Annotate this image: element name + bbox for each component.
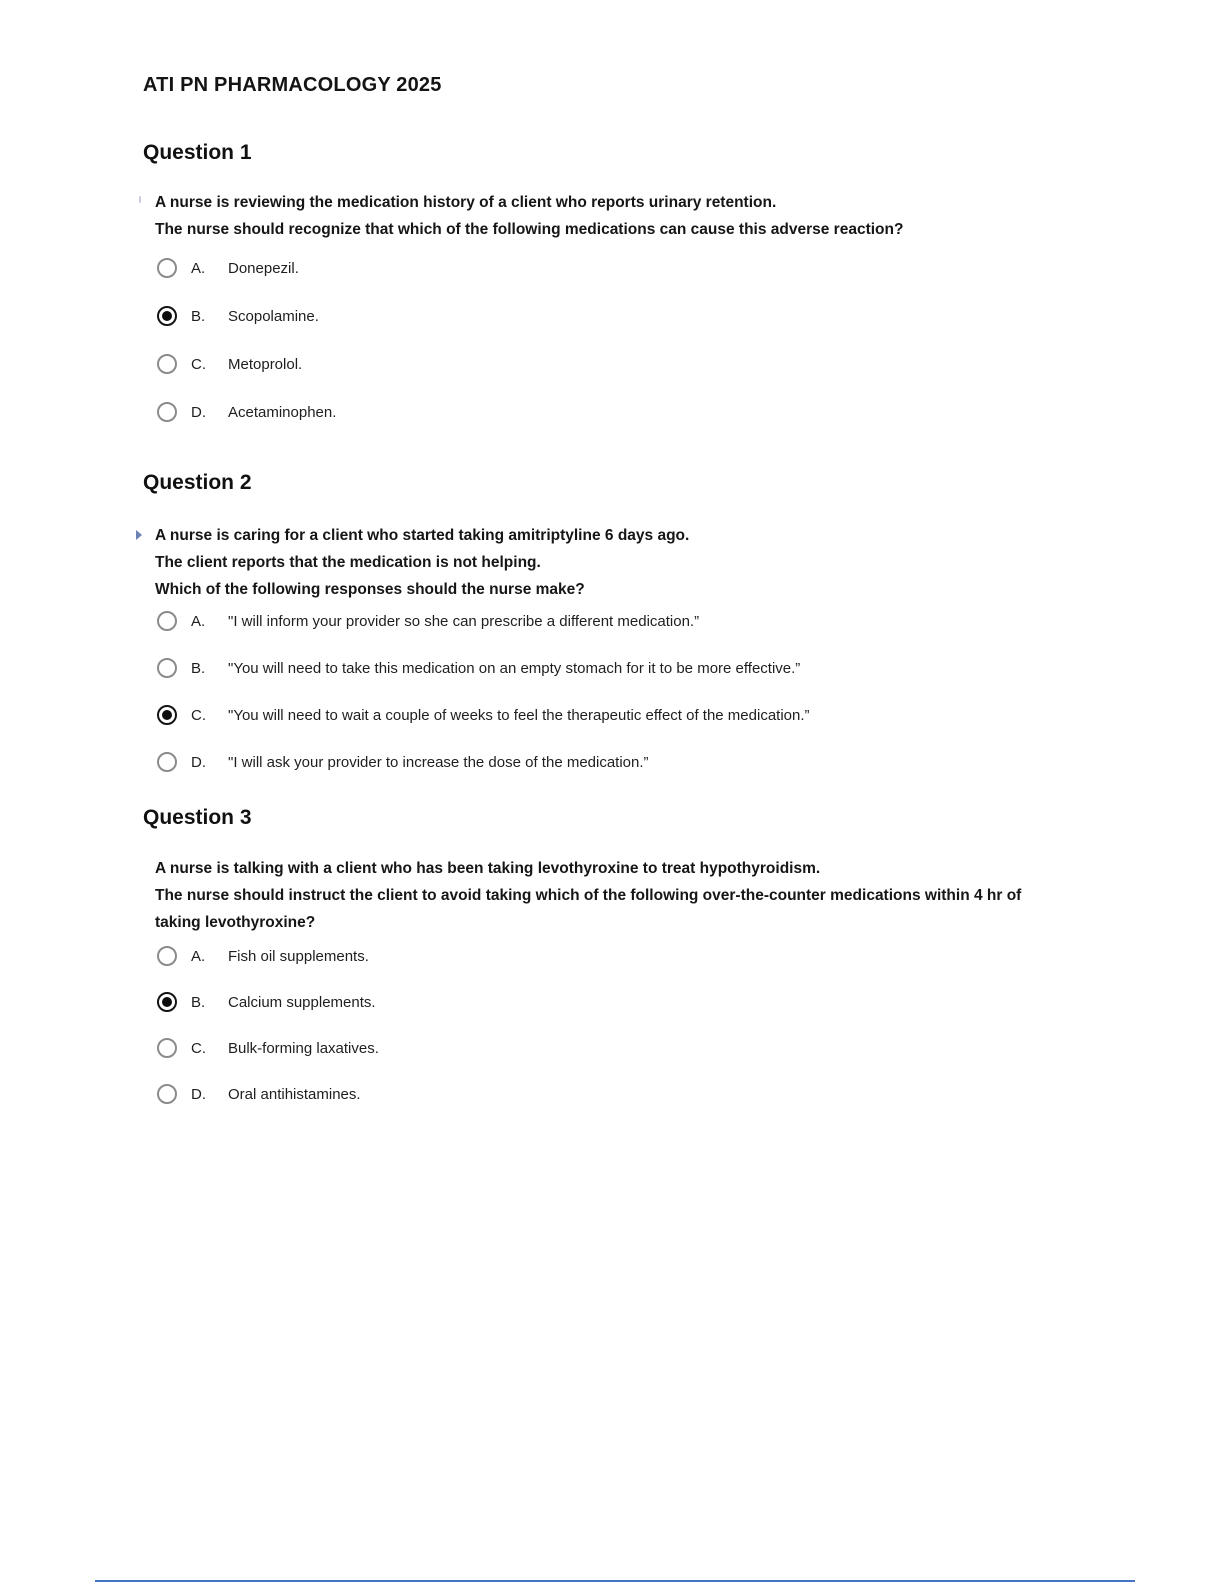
option-text: Calcium supplements. <box>228 993 376 1011</box>
option-text: Oral antihistamines. <box>228 1085 361 1103</box>
radio-button[interactable] <box>157 611 177 631</box>
radio-button[interactable] <box>157 306 177 326</box>
option-letter: C. <box>191 1039 206 1057</box>
question-3-header: Question 3 <box>143 806 252 829</box>
option-letter: B. <box>191 307 206 325</box>
stem-line: A nurse is reviewing the medication history of a client who reports urinary retention. <box>155 194 777 211</box>
answer-option-c[interactable] <box>157 704 1117 726</box>
answer-option-a[interactable] <box>157 610 1117 632</box>
option-text: Bulk-forming laxatives. <box>228 1039 379 1057</box>
stem-line: The nurse should recognize that which of the following medications can cause this adverse reaction? <box>155 221 904 238</box>
option-text: Metoprolol. <box>228 355 303 373</box>
question-1-section <box>143 141 1143 421</box>
caret-right-bullet-icon <box>136 530 142 540</box>
stem-line: The client reports that the medication is not helping. <box>155 554 541 571</box>
radio-button[interactable] <box>157 1038 177 1058</box>
option-text: Scopolamine. <box>228 307 319 325</box>
option-letter: D. <box>191 403 206 421</box>
question-3-options <box>157 945 1117 1129</box>
question-2-header: Question 2 <box>143 471 252 494</box>
radio-button[interactable] <box>157 658 177 678</box>
option-text: Fish oil supplements. <box>228 947 369 965</box>
question-1-options <box>157 257 1117 449</box>
answer-option-d[interactable] <box>157 1083 1117 1105</box>
question-1-stem <box>155 189 1095 243</box>
radio-button[interactable] <box>157 1084 177 1104</box>
option-text: "You will need to wait a couple of weeks to feel the therapeutic effect of the medication.” <box>228 706 810 724</box>
radio-button[interactable] <box>157 258 177 278</box>
radio-button[interactable] <box>157 992 177 1012</box>
answer-option-b[interactable] <box>157 305 1117 327</box>
answer-option-b[interactable] <box>157 657 1117 679</box>
radio-button[interactable] <box>157 705 177 725</box>
answer-option-c[interactable] <box>157 1037 1117 1059</box>
stem-line: Which of the following responses should the nurse make? <box>155 581 585 598</box>
option-letter: B. <box>191 659 206 677</box>
stem-line: taking levothyroxine? <box>155 914 316 931</box>
stem-line: A nurse is caring for a client who started taking amitriptyline 6 days ago. <box>155 527 690 544</box>
answer-option-c[interactable] <box>157 353 1117 375</box>
radio-button[interactable] <box>157 354 177 374</box>
answer-option-a[interactable] <box>157 257 1117 279</box>
radio-button[interactable] <box>157 946 177 966</box>
question-2-stem <box>155 522 1095 603</box>
page-title: ATI PN PHARMACOLOGY 2025 <box>143 74 442 96</box>
answer-option-d[interactable] <box>157 751 1117 773</box>
answer-option-a[interactable] <box>157 945 1117 967</box>
footer-rule <box>95 1580 1135 1582</box>
question-2-options <box>157 610 1117 798</box>
question-1-header: Question 1 <box>143 141 252 164</box>
radio-button[interactable] <box>157 402 177 422</box>
stem-line: The nurse should instruct the client to avoid taking which of the following over-the-counter medications within 4 hr of <box>155 887 1022 904</box>
option-letter: A. <box>191 612 206 630</box>
radio-button[interactable] <box>157 752 177 772</box>
option-letter: D. <box>191 753 206 771</box>
question-3-section <box>143 806 1143 1103</box>
option-letter: B. <box>191 993 206 1011</box>
option-letter: C. <box>191 355 206 373</box>
option-text: "I will inform your provider so she can prescribe a different medication.” <box>228 612 700 630</box>
answer-option-d[interactable] <box>157 401 1117 423</box>
option-text: Acetaminophen. <box>228 403 337 421</box>
option-text: "I will ask your provider to increase the dose of the medication.” <box>228 753 649 771</box>
option-letter: C. <box>191 706 206 724</box>
stem-line: A nurse is talking with a client who has been taking levothyroxine to treat hypothyroidism. <box>155 860 821 877</box>
answer-option-b[interactable] <box>157 991 1117 1013</box>
option-letter: A. <box>191 259 206 277</box>
option-letter: A. <box>191 947 206 965</box>
question-2-section <box>143 471 1143 771</box>
option-letter: D. <box>191 1085 206 1103</box>
option-text: "You will need to take this medication on an empty stomach for it to be more effective.” <box>228 659 801 677</box>
question-3-stem <box>155 855 1095 936</box>
option-text: Donepezil. <box>228 259 299 277</box>
tick-bullet-icon <box>139 196 141 203</box>
